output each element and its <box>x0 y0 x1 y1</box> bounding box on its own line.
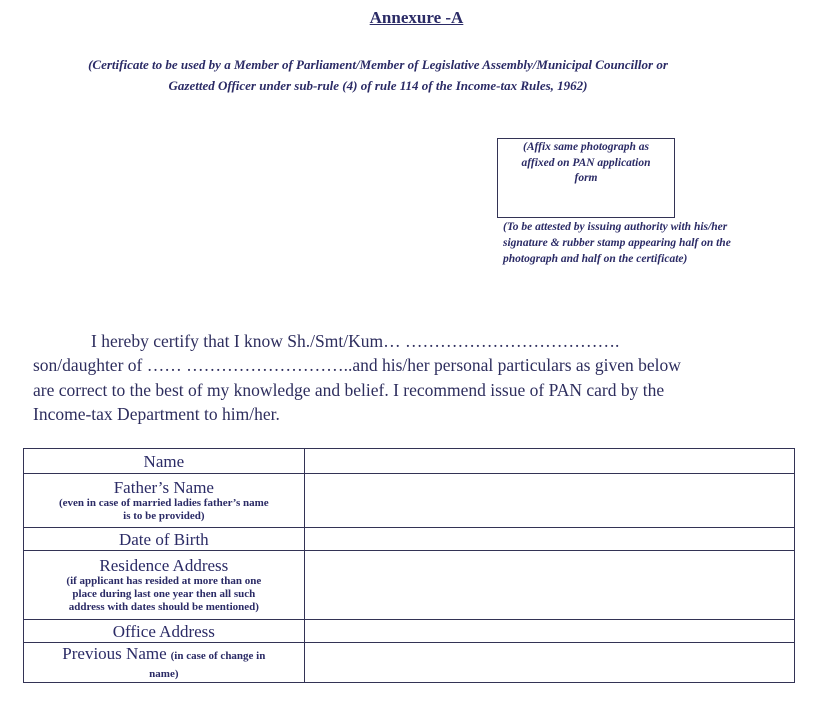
previous-name-note-1: (in case of change in <box>170 649 266 662</box>
name-value-field[interactable] <box>304 449 794 474</box>
certificate-subtitle <box>28 54 728 96</box>
office-address-label: Office Address <box>112 621 215 641</box>
photograph-box <box>497 138 675 218</box>
name-label-cell <box>24 449 305 474</box>
previous-name-label: Previous Name <box>62 643 167 663</box>
table-row-residence-address <box>24 551 795 620</box>
fathers-name-label-cell <box>24 474 305 528</box>
certificate-text-line-3: are correct to the best of my knowledge and belief. I recommend issue of PAN card by the <box>33 380 665 400</box>
attest-note-line-3: photograph and half on the certificate) <box>503 253 688 265</box>
table-row-date-of-birth <box>24 528 795 551</box>
subtitle-line-2: Gazetted Officer under sub-rule (4) of rule 114 of the Income-tax Rules, 1962) <box>168 78 588 93</box>
certificate-text-line-1: I hereby certify that I know Sh./Smt/Kum… ………………………………. <box>91 331 620 351</box>
table-row-name <box>24 449 795 474</box>
fathers-name-note-1: (even in case of married ladies father’s name <box>59 497 269 509</box>
attestation-note <box>503 219 793 267</box>
table-row-office-address <box>24 620 795 643</box>
attest-note-line-1: (To be attested by issuing authority with his/her <box>503 221 728 233</box>
subtitle-line-1: (Certificate to be used by a Member of Parliament/Member of Legislative Assembly/Municipal Councillor or <box>88 57 668 72</box>
fathers-name-value-field[interactable] <box>304 474 794 528</box>
residence-address-note-2: place during last one year then all such <box>72 588 256 600</box>
residence-address-value-field[interactable] <box>304 551 794 620</box>
residence-address-label-cell <box>24 551 305 620</box>
previous-name-label-cell <box>24 643 305 683</box>
previous-name-value-field[interactable] <box>304 643 794 683</box>
annexure-title: Annexure -A <box>369 8 464 27</box>
previous-name-note-2: name) <box>149 667 179 680</box>
office-address-value-field[interactable] <box>304 620 794 643</box>
dob-label-cell <box>24 528 305 551</box>
dob-value-field[interactable] <box>304 528 794 551</box>
residence-address-note-1: (if applicant has resided at more than one <box>66 575 262 587</box>
table-row-fathers-name <box>24 474 795 528</box>
photo-box-line-1: (Affix same photograph as <box>523 141 649 153</box>
fathers-name-note-2: is to be provided) <box>123 510 205 522</box>
photo-box-line-2: affixed on PAN application <box>521 156 651 169</box>
name-label: Name <box>143 451 185 471</box>
office-address-label-cell <box>24 620 305 643</box>
fathers-name-label: Father’s Name <box>113 478 214 497</box>
table-row-previous-name <box>24 643 795 683</box>
dob-label: Date of Birth <box>118 529 209 549</box>
particulars-table <box>23 448 795 683</box>
residence-address-note-3: address with dates should be mentioned) <box>68 601 259 613</box>
residence-address-label: Residence Address <box>99 556 229 575</box>
certificate-text-line-4: Income-tax Department to him/her. <box>33 404 280 424</box>
photo-box-line-3: form <box>574 172 598 184</box>
attest-note-line-2: signature & rubber stamp appearing half on the <box>503 237 731 249</box>
certificate-text-line-2: son/daughter of …… ………………………..and his/her personal particulars as given below <box>33 355 681 375</box>
